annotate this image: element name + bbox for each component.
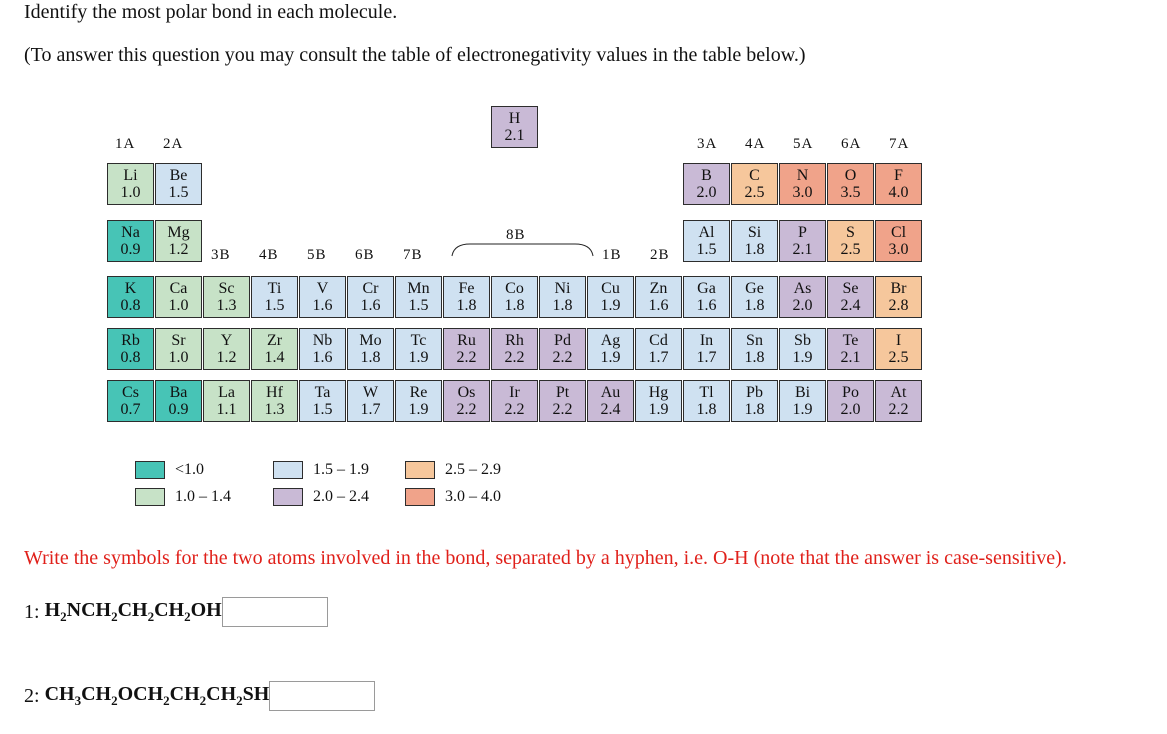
- element-rh: [491, 328, 538, 370]
- element-as: [779, 276, 826, 318]
- element-bi: [779, 380, 826, 422]
- element-symbol: At: [890, 384, 907, 401]
- element-be: [155, 163, 202, 205]
- element-re: [395, 380, 442, 422]
- element-symbol: As: [793, 280, 812, 297]
- element-f: [875, 163, 922, 205]
- element-rb: [107, 328, 154, 370]
- element-s: [827, 220, 874, 262]
- element-symbol: Sr: [171, 332, 186, 349]
- element-electronegativity: 1.8: [456, 297, 477, 314]
- legend-label: <1.0: [175, 461, 205, 478]
- element-electronegativity: 1.8: [552, 297, 573, 314]
- formula-segment: CH: [206, 683, 237, 705]
- element-symbol: Rh: [505, 332, 524, 349]
- legend-swatch: [273, 461, 303, 479]
- element-te: [827, 328, 874, 370]
- element-symbol: K: [124, 280, 137, 297]
- element-mo: [347, 328, 394, 370]
- element-symbol: H: [508, 110, 521, 127]
- element-symbol: Mn: [407, 280, 430, 297]
- element-zr: [251, 328, 298, 370]
- element-nb: [299, 328, 346, 370]
- element-electronegativity: 2.5: [888, 349, 909, 366]
- element-electronegativity: 2.2: [456, 401, 477, 418]
- question-title: Identify the most polar bond in each molecule.: [24, 1, 398, 23]
- element-sr: [155, 328, 202, 370]
- element-electronegativity: 1.9: [408, 401, 429, 418]
- legend-swatch: [135, 488, 165, 506]
- element-symbol: F: [894, 167, 903, 184]
- element-symbol: P: [798, 224, 807, 241]
- element-electronegativity: 3.0: [888, 241, 909, 258]
- group-label-6b: 6B: [355, 247, 375, 263]
- element-symbol: La: [218, 384, 235, 401]
- answer-input-2[interactable]: [269, 681, 375, 711]
- element-na: [107, 220, 154, 262]
- group-label-3a: 3A: [697, 136, 718, 152]
- element-symbol: Ti: [267, 280, 282, 297]
- element-ni: [539, 276, 586, 318]
- element-cd: [635, 328, 682, 370]
- formula-segment: H: [44, 599, 61, 621]
- legend-swatch: [405, 488, 435, 506]
- element-electronegativity: 2.2: [888, 401, 909, 418]
- element-symbol: Tl: [699, 384, 714, 401]
- formula-subscript: 2: [60, 609, 67, 624]
- element-electronegativity: 1.1: [216, 401, 237, 418]
- element-symbol: Na: [121, 224, 140, 241]
- element-electronegativity: 2.5: [744, 184, 765, 201]
- formula-subscript: 2: [147, 609, 155, 624]
- element-au: [587, 380, 634, 422]
- element-electronegativity: 4.0: [888, 184, 909, 201]
- formula-subscript: 2: [236, 693, 243, 708]
- element-se: [827, 276, 874, 318]
- element-electronegativity: 1.9: [792, 401, 813, 418]
- element-electronegativity: 1.7: [696, 349, 717, 366]
- formula-subscript: 3: [74, 693, 82, 708]
- element-symbol: Ga: [697, 280, 716, 297]
- element-symbol: Co: [505, 280, 524, 297]
- element-fe: [443, 276, 490, 318]
- element-ca: [155, 276, 202, 318]
- element-electronegativity: 1.8: [744, 349, 765, 366]
- element-electronegativity: 1.5: [696, 241, 717, 258]
- element-symbol: Bi: [794, 384, 811, 401]
- element-electronegativity: 1.8: [360, 349, 381, 366]
- formula-subscript: 2: [184, 609, 191, 624]
- element-electronegativity: 1.9: [792, 349, 813, 366]
- element-ba: [155, 380, 202, 422]
- element-symbol: V: [316, 280, 329, 297]
- element-pd: [539, 328, 586, 370]
- element-symbol: Cs: [122, 384, 139, 401]
- element-at: [875, 380, 922, 422]
- legend-label: 2.5 – 2.9: [445, 461, 501, 478]
- element-symbol: N: [796, 167, 809, 184]
- group-label-4b: 4B: [259, 247, 279, 263]
- element-symbol: Rb: [121, 332, 140, 349]
- element-h: [491, 106, 538, 148]
- element-b: [683, 163, 730, 205]
- element-br: [875, 276, 922, 318]
- group-label-5a: 5A: [793, 136, 814, 152]
- element-symbol: Cu: [601, 280, 620, 297]
- question-1-number: 1:: [24, 600, 40, 623]
- element-electronegativity: 0.8: [120, 297, 141, 314]
- element-electronegativity: 3.0: [792, 184, 813, 201]
- element-electronegativity: 1.9: [408, 349, 429, 366]
- element-symbol: O: [844, 167, 857, 184]
- group-label-8b: 8B: [506, 227, 526, 243]
- answer-input-1[interactable]: [222, 597, 328, 627]
- legend-label: 3.0 – 4.0: [445, 488, 501, 505]
- element-pb: [731, 380, 778, 422]
- element-symbol: Os: [457, 384, 476, 401]
- element-electronegativity: 1.3: [216, 297, 237, 314]
- element-symbol: Al: [698, 224, 715, 241]
- element-electronegativity: 2.4: [600, 401, 621, 418]
- answer-instruction: Write the symbols for the two atoms involved in the bond, separated by a hyphen, i.e. O-H (note that the answer is case-sensitive).: [24, 547, 1067, 569]
- element-symbol: Si: [747, 224, 762, 241]
- element-electronegativity: 2.8: [888, 297, 909, 314]
- formula-subscript: 2: [199, 693, 207, 708]
- element-symbol: Be: [169, 167, 188, 184]
- element-pt: [539, 380, 586, 422]
- formula-subscript: 2: [111, 693, 118, 708]
- question-note: (To answer this question you may consult the table of electronegativity values in the table below.): [24, 44, 806, 66]
- element-electronegativity: 2.0: [792, 297, 813, 314]
- element-electronegativity: 2.5: [840, 241, 861, 258]
- element-symbol: Ag: [600, 332, 621, 349]
- element-symbol: Ge: [745, 280, 764, 297]
- element-in: [683, 328, 730, 370]
- group-label-7a: 7A: [889, 136, 910, 152]
- element-electronegativity: 1.2: [168, 241, 189, 258]
- question-1: [24, 597, 328, 627]
- element-po: [827, 380, 874, 422]
- element-mg: [155, 220, 202, 262]
- element-electronegativity: 2.2: [552, 401, 573, 418]
- element-electronegativity: 1.8: [696, 401, 717, 418]
- element-symbol: Ni: [554, 280, 571, 297]
- element-electronegativity: 0.9: [168, 401, 189, 418]
- element-symbol: Hf: [266, 384, 283, 401]
- element-c: [731, 163, 778, 205]
- element-tc: [395, 328, 442, 370]
- element-ru: [443, 328, 490, 370]
- legend-label: 1.0 – 1.4: [175, 488, 231, 505]
- element-symbol: Se: [842, 280, 859, 297]
- element-sc: [203, 276, 250, 318]
- element-li: [107, 163, 154, 205]
- formula-segment: CH: [154, 599, 185, 621]
- element-symbol: Pd: [554, 332, 571, 349]
- element-electronegativity: 1.5: [408, 297, 429, 314]
- element-electronegativity: 2.2: [552, 349, 573, 366]
- element-electronegativity: 1.6: [360, 297, 381, 314]
- element-symbol: I: [895, 332, 902, 349]
- legend-item: [273, 460, 369, 480]
- element-symbol: Nb: [312, 332, 333, 349]
- formula-segment: CH: [44, 683, 75, 705]
- element-electronegativity: 1.9: [648, 401, 669, 418]
- legend-label: 1.5 – 1.9: [313, 461, 369, 478]
- legend-item: [405, 460, 501, 480]
- element-cs: [107, 380, 154, 422]
- question-2: [24, 681, 375, 711]
- element-electronegativity: 2.0: [840, 401, 861, 418]
- element-electronegativity: 0.8: [120, 349, 141, 366]
- element-symbol: Ir: [509, 384, 520, 401]
- element-electronegativity: 1.0: [168, 349, 189, 366]
- legend-item: [273, 487, 369, 507]
- element-co: [491, 276, 538, 318]
- element-symbol: Pb: [746, 384, 763, 401]
- element-electronegativity: 1.5: [312, 401, 333, 418]
- formula-segment: OH: [190, 599, 222, 621]
- element-electronegativity: 1.8: [744, 401, 765, 418]
- element-mn: [395, 276, 442, 318]
- element-symbol: B: [701, 167, 712, 184]
- element-symbol: Ta: [314, 384, 331, 401]
- element-symbol: W: [362, 384, 379, 401]
- element-symbol: Mo: [359, 332, 382, 349]
- element-o: [827, 163, 874, 205]
- element-symbol: Fe: [458, 280, 475, 297]
- element-symbol: Sc: [218, 280, 235, 297]
- element-sn: [731, 328, 778, 370]
- group-label-1a: 1A: [115, 136, 136, 152]
- element-electronegativity: 1.7: [648, 349, 669, 366]
- legend-item: [135, 487, 231, 507]
- element-symbol: Po: [842, 384, 859, 401]
- element-symbol: S: [846, 224, 855, 241]
- element-hg: [635, 380, 682, 422]
- formula-segment: CH: [81, 683, 112, 705]
- element-ta: [299, 380, 346, 422]
- element-w: [347, 380, 394, 422]
- element-electronegativity: 2.2: [504, 401, 525, 418]
- element-electronegativity: 2.0: [696, 184, 717, 201]
- element-symbol: Re: [409, 384, 428, 401]
- element-electronegativity: 1.6: [312, 349, 333, 366]
- element-zn: [635, 276, 682, 318]
- element-symbol: Zr: [266, 332, 283, 349]
- element-symbol: Cl: [890, 224, 907, 241]
- element-ti: [251, 276, 298, 318]
- element-electronegativity: 1.0: [168, 297, 189, 314]
- element-al: [683, 220, 730, 262]
- element-electronegativity: 2.1: [792, 241, 813, 258]
- element-electronegativity: 1.3: [264, 401, 285, 418]
- element-electronegativity: 1.5: [264, 297, 285, 314]
- element-symbol: Ba: [169, 384, 188, 401]
- formula-segment: SH: [242, 683, 270, 705]
- element-tl: [683, 380, 730, 422]
- element-symbol: Cd: [649, 332, 668, 349]
- question-2-formula: [45, 683, 270, 709]
- element-electronegativity: 1.8: [744, 241, 765, 258]
- element-i: [875, 328, 922, 370]
- element-k: [107, 276, 154, 318]
- element-os: [443, 380, 490, 422]
- element-electronegativity: 1.6: [648, 297, 669, 314]
- element-hf: [251, 380, 298, 422]
- legend-label: 2.0 – 2.4: [313, 488, 369, 505]
- element-la: [203, 380, 250, 422]
- element-symbol: Sb: [794, 332, 811, 349]
- element-symbol: Br: [890, 280, 907, 297]
- group-label-7b: 7B: [403, 247, 423, 263]
- element-symbol: Au: [600, 384, 621, 401]
- element-symbol: Mg: [167, 224, 190, 241]
- element-symbol: Pt: [555, 384, 570, 401]
- element-symbol: Hg: [648, 384, 669, 401]
- question-2-number: 2:: [24, 684, 40, 707]
- element-electronegativity: 1.7: [360, 401, 381, 418]
- group-label-4a: 4A: [745, 136, 766, 152]
- element-v: [299, 276, 346, 318]
- element-si: [731, 220, 778, 262]
- element-electronegativity: 0.9: [120, 241, 141, 258]
- element-y: [203, 328, 250, 370]
- element-electronegativity: 1.8: [744, 297, 765, 314]
- element-cr: [347, 276, 394, 318]
- element-electronegativity: 1.9: [600, 349, 621, 366]
- legend-item: [135, 460, 204, 480]
- element-electronegativity: 1.8: [504, 297, 525, 314]
- group-label-1b: 1B: [602, 247, 622, 263]
- element-electronegativity: 3.5: [840, 184, 861, 201]
- element-electronegativity: 1.6: [312, 297, 333, 314]
- group-label-2a: 2A: [163, 136, 184, 152]
- element-ag: [587, 328, 634, 370]
- formula-subscript: 2: [111, 609, 118, 624]
- element-electronegativity: 1.4: [264, 349, 285, 366]
- element-symbol: Ru: [457, 332, 476, 349]
- formula-segment: NCH: [66, 599, 112, 621]
- element-electronegativity: 1.0: [120, 184, 141, 201]
- element-electronegativity: 2.2: [504, 349, 525, 366]
- element-electronegativity: 2.4: [840, 297, 861, 314]
- element-electronegativity: 2.1: [504, 127, 525, 144]
- element-symbol: Ca: [169, 280, 188, 297]
- formula-segment: OCH: [117, 683, 164, 705]
- element-cl: [875, 220, 922, 262]
- element-symbol: Te: [842, 332, 859, 349]
- group-label-5b: 5B: [307, 247, 327, 263]
- element-n: [779, 163, 826, 205]
- element-ge: [731, 276, 778, 318]
- element-electronegativity: 1.9: [600, 297, 621, 314]
- element-symbol: Cr: [362, 280, 379, 297]
- element-symbol: In: [699, 332, 714, 349]
- legend-swatch: [273, 488, 303, 506]
- legend-swatch: [135, 461, 165, 479]
- element-ga: [683, 276, 730, 318]
- formula-subscript: 2: [163, 693, 170, 708]
- element-p: [779, 220, 826, 262]
- element-cu: [587, 276, 634, 318]
- legend-swatch: [405, 461, 435, 479]
- group-label-3b: 3B: [211, 247, 231, 263]
- element-electronegativity: 2.2: [456, 349, 477, 366]
- formula-segment: CH: [169, 683, 200, 705]
- group-label-2b: 2B: [650, 247, 670, 263]
- group-label-6a: 6A: [841, 136, 862, 152]
- element-electronegativity: 1.2: [216, 349, 237, 366]
- formula-segment: CH: [117, 599, 148, 621]
- element-sb: [779, 328, 826, 370]
- element-symbol: Sn: [746, 332, 763, 349]
- element-symbol: Li: [123, 167, 138, 184]
- element-electronegativity: 1.5: [168, 184, 189, 201]
- legend-item: [405, 487, 501, 507]
- element-symbol: Tc: [410, 332, 427, 349]
- element-symbol: Y: [220, 332, 233, 349]
- element-symbol: Zn: [649, 280, 668, 297]
- element-electronegativity: 0.7: [120, 401, 141, 418]
- element-electronegativity: 1.6: [696, 297, 717, 314]
- question-1-formula: [45, 599, 222, 625]
- element-electronegativity: 2.1: [840, 349, 861, 366]
- element-ir: [491, 380, 538, 422]
- element-symbol: C: [749, 167, 760, 184]
